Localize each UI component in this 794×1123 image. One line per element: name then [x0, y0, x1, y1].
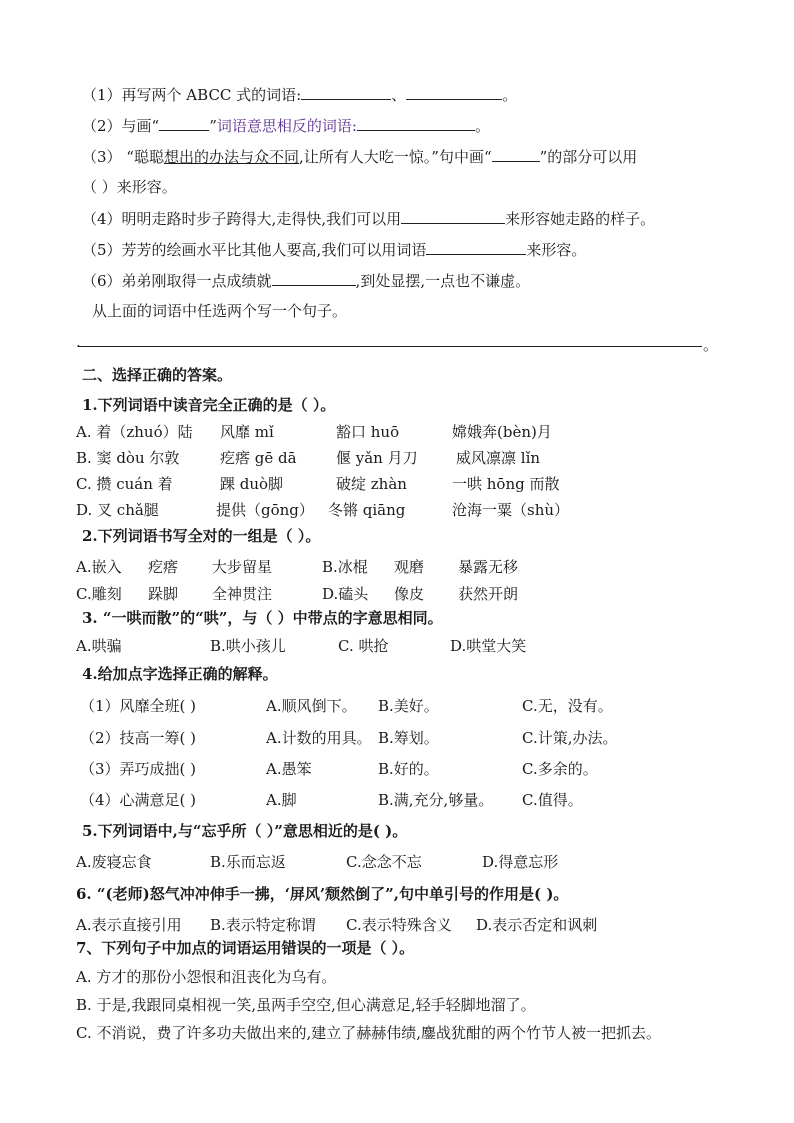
option-cell[interactable]: A.哄骗 — [76, 637, 122, 655]
option-cell[interactable]: A.计数的用具。 — [266, 729, 372, 747]
option-cell[interactable]: C. 不消说，费了许多功夫做出来的,建立了赫赫伟绩,鏖战犹酣的两个竹节人被一把抓去。 — [76, 1024, 662, 1042]
item-cell[interactable]: （1）风靡全班( ) — [80, 697, 197, 715]
option-cell[interactable]: C.表示特殊含义 — [346, 916, 452, 934]
option-cell[interactable]: B.好的。 — [378, 760, 439, 778]
option-cell[interactable]: 暴露无移 — [458, 558, 519, 576]
option-cell[interactable]: 观磨 — [394, 558, 425, 576]
answer-blank[interactable] — [406, 84, 502, 100]
option-cell[interactable]: C. 攒 cuán 着 — [76, 475, 173, 493]
option-cell[interactable]: D.表示否定和讽刺 — [476, 916, 598, 934]
option-cell[interactable]: 踝 duò脚 — [220, 475, 284, 493]
item-cell[interactable]: （4）心满意足( ) — [80, 791, 197, 809]
option-cell[interactable]: B. 窦 dòu 尔敦 — [76, 449, 180, 467]
option-cell[interactable]: C.雕刻 — [76, 585, 122, 603]
option-cell[interactable]: 偃 yǎn 月刀 — [336, 449, 418, 467]
fill-item-6: （6）弟弟刚取得一点成绩就 ,到处显摆,一点也不谦虚。 — [82, 272, 531, 290]
option-cell[interactable]: B.冰棍 — [322, 558, 368, 576]
option-cell[interactable]: A.脚 — [266, 791, 297, 809]
option-cell[interactable]: 提供（gōng） — [216, 501, 314, 519]
option-cell[interactable]: B. 于是,我跟同桌相视一笑,虽两手空空,但心满意足,轻手轻脚地溜了。 — [76, 996, 536, 1014]
option-cell[interactable]: 疙瘩 — [148, 558, 179, 576]
option-cell[interactable]: B.乐而忘返 — [210, 853, 286, 871]
question-5-title: 5.下列词语中,与“忘乎所（ ）”意思相近的是( )。 — [82, 822, 408, 840]
section-title: 二、选择正确的答案。 — [82, 366, 233, 384]
question-7-title: 7、下列句子中加点的词语运用错误的一项是（ ）。 — [76, 939, 415, 957]
option-cell[interactable]: 一哄 hōng 而散 — [452, 475, 560, 493]
option-cell[interactable]: A.愚笨 — [266, 760, 312, 778]
option-cell[interactable]: D.得意忘形 — [482, 853, 559, 871]
question-6-title: 6. “(老师)怒气冲冲伸手一拂，‘屏风’颓然倒了”,句中单引号的作用是( )。 — [76, 885, 569, 903]
fill-item-5: （5）芳芳的绘画水平比其他人要高,我们可以用词语 来形容。 — [82, 241, 587, 259]
option-cell[interactable]: 跺脚 — [148, 585, 179, 603]
option-cell[interactable]: 获然开朗 — [458, 585, 519, 603]
question-2-title: 2.下列词语书写全对的一组是（ ）。 — [82, 527, 321, 545]
fill-item-2: （2）与画“ ”词语意思相反的词语: 。 — [82, 117, 490, 135]
sentence-answer-line[interactable] — [78, 346, 702, 347]
answer-blank[interactable] — [357, 115, 475, 131]
option-cell[interactable]: 冬锵 qiāng — [328, 501, 406, 519]
option-cell[interactable]: A.顺风倒下。 — [266, 697, 357, 715]
fill-item-1: （1）再写两个 ABCC 式的词语: 、 。 — [82, 86, 518, 104]
question-4-title: 4.给加点字选择正确的解释。 — [82, 665, 278, 683]
option-cell[interactable]: A.嵌入 — [76, 558, 122, 576]
option-cell[interactable]: A. 方才的那份小怨恨和沮丧化为乌有。 — [76, 968, 337, 986]
option-cell[interactable]: D.磕头 — [322, 585, 369, 603]
option-cell[interactable]: C.多余的。 — [522, 760, 598, 778]
answer-blank[interactable] — [401, 208, 505, 224]
option-cell[interactable]: 大步留星 — [212, 558, 273, 576]
answer-blank[interactable] — [159, 115, 209, 131]
option-cell[interactable]: B.满,充分,够量。 — [378, 791, 494, 809]
option-cell[interactable]: B.哄小孩儿 — [210, 637, 286, 655]
option-cell[interactable]: C.念念不忘 — [346, 853, 422, 871]
option-cell[interactable]: A.表示直接引用 — [76, 916, 182, 934]
item-cell[interactable]: （2）技高一筹( ) — [80, 729, 197, 747]
question-1-title: 1.下列词语中读音完全正确的是（ ）。 — [82, 396, 336, 414]
line-dot: . — [76, 333, 81, 351]
option-cell[interactable]: C.无，没有。 — [522, 697, 613, 715]
option-cell[interactable]: 沧海一粟（shù） — [452, 501, 570, 519]
answer-blank[interactable] — [301, 84, 391, 100]
fill-item-3: （3） “聪聪想出的办法与众不同,让所有人大吃一惊。”句中画“ ”的部分可以用 — [82, 148, 638, 166]
option-cell[interactable]: 像皮 — [394, 585, 425, 603]
option-cell[interactable]: 嫦娥奔(bèn)月 — [452, 423, 552, 441]
answer-blank[interactable] — [426, 239, 526, 255]
option-cell[interactable]: 疙瘩 gē dā — [220, 449, 297, 467]
answer-blank[interactable] — [492, 146, 540, 162]
option-cell[interactable]: A. 着（zhuó）陆 — [76, 423, 193, 441]
fill-item-4: （4）明明走路时步子跨得大,走得快,我们可以用 来形容她走路的样子。 — [82, 210, 656, 228]
option-cell[interactable]: C.值得。 — [522, 791, 583, 809]
option-cell[interactable]: 风靡 mǐ — [220, 423, 274, 441]
option-cell[interactable]: 威风凛凛 lǐn — [456, 449, 541, 467]
question-3-title: 3. “一哄而散”的“哄”，与（ ）中带点的字意思相同。 — [82, 609, 443, 627]
option-cell[interactable]: B.筹划。 — [378, 729, 439, 747]
option-cell[interactable]: B.表示特定称谓 — [210, 916, 316, 934]
option-cell[interactable]: 全神贯注 — [212, 585, 273, 603]
sentence-instruction: 从上面的词语中任选两个写一个句子。 — [92, 302, 348, 320]
answer-blank[interactable] — [272, 270, 356, 286]
line-end-stop: 。 — [703, 336, 719, 354]
option-cell[interactable]: D.哄堂大笑 — [450, 637, 527, 655]
option-cell[interactable]: D. 叉 chǎ腿 — [76, 501, 159, 519]
option-cell[interactable]: 破绽 zhàn — [336, 475, 407, 493]
option-cell[interactable]: C. 哄抢 — [338, 637, 389, 655]
fill-item-3-line2: （ ）来形容。 — [82, 178, 177, 196]
option-cell[interactable]: 豁口 huō — [336, 423, 400, 441]
option-cell[interactable]: A.废寝忘食 — [76, 853, 152, 871]
item-cell[interactable]: （3）弄巧成拙( ) — [80, 760, 197, 778]
option-cell[interactable]: B.美好。 — [378, 697, 439, 715]
option-cell[interactable]: C.计策,办法。 — [522, 729, 618, 747]
